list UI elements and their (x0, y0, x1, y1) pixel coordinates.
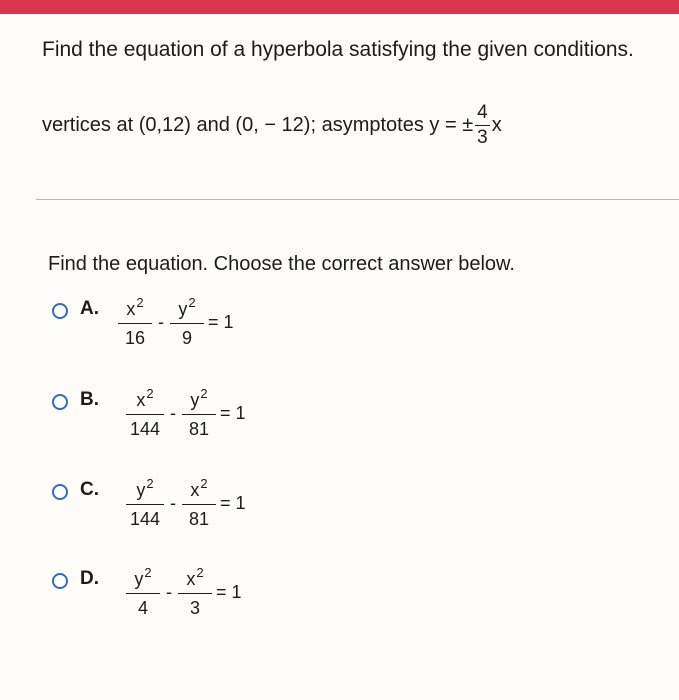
slope-numerator: 4 (477, 101, 488, 123)
option-c-term1-exp: 2 (146, 476, 154, 491)
option-d-term1-den: 4 (126, 593, 160, 619)
option-a-term1-exp: 2 (136, 295, 144, 310)
option-d-term1-var: y (134, 569, 144, 589)
option-c-term2 (182, 477, 216, 529)
option-a-term2 (170, 296, 204, 348)
option-a-term1-den: 16 (118, 323, 152, 349)
option-c[interactable] (52, 476, 246, 549)
question-conditions (42, 95, 502, 155)
asymptote-slope-fraction (476, 103, 489, 148)
option-b-term1-den: 144 (126, 414, 164, 440)
option-b-minus: - (170, 402, 177, 423)
option-b-term1-exp: 2 (146, 386, 154, 401)
option-a-term1 (118, 296, 152, 348)
option-b-term1 (126, 387, 164, 439)
option-b-rhs: = 1 (220, 402, 246, 423)
option-a-rhs: = 1 (208, 311, 234, 332)
option-b-term2-den: 81 (182, 414, 216, 440)
option-c-equation (126, 477, 246, 529)
option-b-term1-var: x (136, 390, 146, 410)
conditions-text: vertices at (0,12) and (0, − 12); asymptotes y = ± (42, 113, 474, 136)
option-a-radio[interactable] (52, 303, 68, 319)
option-c-term2-var: x (190, 480, 200, 500)
section-divider (36, 199, 679, 200)
option-b-radio[interactable] (52, 394, 68, 410)
option-b-term2 (182, 387, 216, 439)
option-d-term1-exp: 2 (144, 565, 152, 580)
answer-instruction: Find the equation. Choose the correct answer below. (48, 253, 515, 275)
option-a[interactable] (52, 295, 234, 368)
top-accent-bar (0, 0, 679, 14)
option-b-term2-exp: 2 (200, 386, 208, 401)
option-a-equation (118, 296, 234, 348)
option-a-letter: A. (80, 298, 99, 319)
slope-denominator: 3 (477, 126, 488, 148)
option-c-minus: - (170, 492, 177, 513)
option-a-term2-var: y (178, 299, 188, 319)
option-c-rhs: = 1 (220, 492, 246, 513)
option-d-term1 (126, 566, 160, 618)
option-a-minus: - (158, 311, 164, 332)
option-a-term1-var: x (126, 299, 136, 319)
option-d-term2-var: x (186, 569, 196, 589)
option-b-equation (126, 387, 246, 439)
option-c-term2-den: 81 (182, 504, 216, 530)
option-d-term2 (178, 566, 212, 618)
option-d-term2-den: 3 (178, 593, 212, 619)
option-c-term1 (126, 477, 164, 529)
question-prompt: Find the equation of a hyperbola satisfying the given conditions. (42, 38, 634, 61)
option-a-term2-exp: 2 (188, 295, 196, 310)
option-d-rhs: = 1 (216, 581, 242, 602)
option-c-term1-den: 144 (126, 504, 164, 530)
option-c-term1-var: y (136, 480, 146, 500)
option-c-letter: C. (80, 479, 99, 500)
option-d-radio[interactable] (52, 573, 68, 589)
option-b-letter: B. (80, 389, 99, 410)
option-d-equation (126, 566, 242, 618)
option-d-letter: D. (80, 568, 99, 589)
option-d-minus: - (166, 581, 172, 602)
option-b-term2-var: y (190, 390, 200, 410)
option-d-term2-exp: 2 (196, 565, 204, 580)
option-d[interactable] (52, 565, 242, 638)
slope-variable: x (491, 113, 502, 136)
option-b[interactable] (52, 386, 246, 459)
option-c-radio[interactable] (52, 484, 68, 500)
option-a-term2-den: 9 (170, 323, 204, 349)
option-c-term2-exp: 2 (200, 476, 208, 491)
